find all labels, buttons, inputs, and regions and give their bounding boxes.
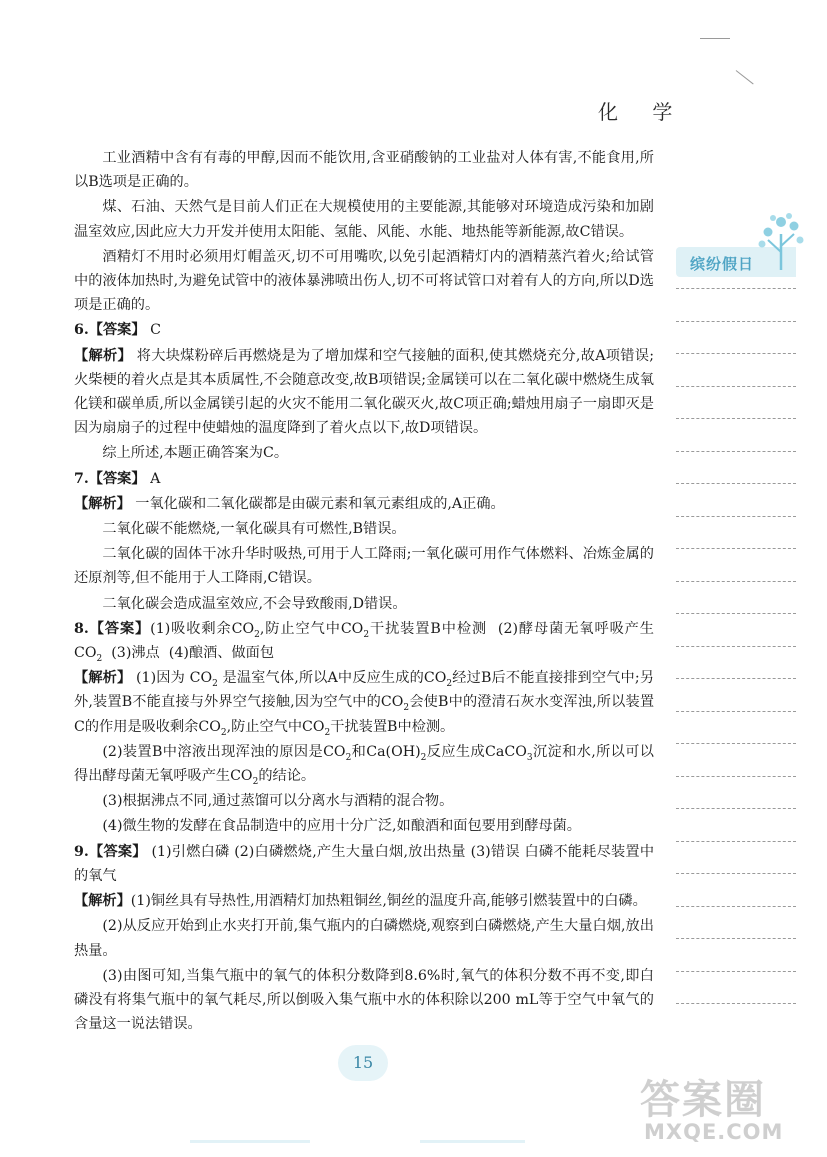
note-line [676,1003,796,1004]
note-line [676,971,796,972]
q8-analysis-label: 【解析】 [74,670,132,687]
q8-analysis: 【解析】 (1)因为 $CO_2$ 是温室气体,所以A中反应生成的$CO_2$经过B后不能直接排到空气中;另外,装置B不能直接与外界空气接触,因为空气中的$CO_2$会使B中的澄清石灰水变浑浊,所以装置C的作用是吸收剩余$CO_2$,防止空气中$CO_2$干扰装置B中检测。 [74,670,655,738]
q7-analysis [74,492,654,516]
co2-formula: $CO_2$ [302,718,331,738]
note-line [676,711,796,712]
note-line [676,906,796,907]
q6-label: 6.【答案】 [74,322,146,339]
q6-answer [74,318,654,342]
note-line [676,841,796,842]
note-line [676,418,796,419]
q8-answer-part2: ,防止空气中 [259,620,341,637]
paragraph-energy: 煤、石油、天然气是目前人们正在大规模使用的主要能源,其能够对环境造成污染和加剧温室效应,因此应大力开发并使用太阳能、氢能、风能、水能、地热能等新能源,故C错误。 [74,199,654,240]
paragraph-alcohol-lamp: 酒精灯不用时必须用灯帽盖灭,切不可用嘴吹,以免引起酒精灯内的酒精蒸汽着火;给试管中的液体加热时,为避免试管中的液体暴沸喷出伤人,切不可将试管口对着有人的方向,所以D选项是正确的。 [74,248,654,314]
answer-content [74,146,654,1037]
note-line [676,353,796,354]
q6-analysis-label: 【解析】 [74,347,132,364]
q7-option-b: 二氧化碳不能燃烧,一氧化碳具有可燃性,B错误。 [102,521,406,538]
watermark-text: 答案圈 [640,1077,766,1123]
q8-label: 8.【答案】 [74,620,151,637]
note-line [676,873,796,874]
co2-formula: $CO_2$ [231,620,260,640]
q8-answer-part3: 干扰装置B中检测 [369,620,488,637]
note-line [676,321,796,322]
co2-formula: $CO_2$ [230,768,259,787]
q9-answer [74,840,654,888]
q8-answer-part1: (1)吸收剩余 [150,620,232,637]
note-line [676,743,796,744]
holiday-badge-label: 缤纷假日 [690,255,755,273]
co2-formula: $CO_2$ [74,645,103,664]
q9-analysis-1: (1)铜丝具有导热性,用酒精灯加热粗铜丝,铜丝的温度升高,能够引燃装置中的白磷。 [130,893,647,910]
note-line [676,386,796,387]
q8-answer-part5: (3)沸点 [111,645,160,662]
q8-answer-part6: (4)酿酒、做面包 [168,645,275,662]
co2-formula: $CO_2$ [189,670,218,690]
q9-answer-value: (1)引燃白磷 (2)白磷燃烧,产生大量白烟,放出热量 (3)错误 白磷不能耗尽装置中的氧气 [74,843,655,884]
note-line [676,581,796,582]
note-line [676,613,796,614]
q9-analysis-label: 【解析】 [74,893,131,910]
q8-answer-part4: (2)酵母菌无氧呼吸产生 [497,620,654,637]
co2-formula: $CO_2$ [423,670,453,690]
note-line [676,646,796,647]
bottom-bar-left [190,1140,310,1143]
bottom-bar-right [420,1140,525,1143]
note-line [676,548,796,549]
q7-label: 7.【答案】 [74,470,146,487]
note-line [676,451,796,452]
note-line [676,776,796,777]
watermark-url: MXQE.COM [644,1120,784,1144]
q6-summary: 综上所述,本题正确答案为C。 [102,445,289,462]
note-line [676,483,796,484]
co2-formula: $CO_2$ [380,694,410,714]
q6-analysis-text: 将大块煤粉碎后再燃烧是为了增加煤和空气接触的面积,使其燃烧充分,故A项错误;火柴梗的着火点是其本质属性,不会随意改变,故B项错误;金属镁可以在二氧化碳中燃烧生成氧化镁和碳单质,所以金属镁引起的火灾不能用二氧化碳灭火,故C项正确;蜡烛用扇子一扇即灭是因为扇扇子的过程中使蜡烛的温度降到了着火点以下,故D项错误。 [74,347,654,437]
note-line [676,288,796,289]
note-lines [676,288,796,1036]
q8-analysis-4: (4)微生物的发酵在食品制造中的应用十分广泛,如酿酒和面包要用到酵母菌。 [102,818,581,835]
paragraph-industrial-alcohol: 工业酒精中含有有毒的甲醇,因而不能饮用,含亚硝酸钠的工业盐对人体有害,不能食用,所以B选项是正确的。 [74,150,654,191]
q7-answer-value: A [150,470,161,487]
co2-formula: $CO_2$ [323,743,352,763]
q9-analysis-3: (3)由图可知,当集气瓶中的氧气的体积分数降到8.6%时,氧气的体积分数不再不变,即白磷没有将集气瓶中的氧气耗尽,所以倒吸入集气瓶中水的体积除以200 mL等于空气中氧气的含量这一说法错误。 [74,967,654,1033]
q6-answer-value: C [150,322,161,339]
q7-option-c: 二氧化碳的固体干冰升华时吸热,可用于人工降雨;一氧化碳可用作气体燃料、冶炼金属的还原剂等,但不能用于人工降雨,C错误。 [74,546,654,587]
q9-analysis-2: (2)从反应开始到止水夹打开前,集气瓶内的白磷燃烧,观察到白磷燃烧,产生大量白烟,放出热量。 [74,918,654,959]
note-line [676,516,796,517]
q9-analysis [74,889,654,913]
q9-label: 9.【答案】 [74,843,147,860]
q7-option-d: 二氧化碳会造成温室效应,不会导致酸雨,D错误。 [102,595,407,612]
tree-icon [756,212,806,272]
corner-rule-diagonal [736,70,754,84]
q7-analysis-label: 【解析】 [74,495,131,512]
q8-analysis-3: (3)根据沸点不同,通过蒸馏可以分离水与酒精的混合物。 [102,793,454,810]
q6-analysis [74,344,654,441]
co2-formula: $CO_2$ [340,620,370,640]
note-line [676,678,796,679]
corner-rule-top [700,38,730,39]
watermark-logo [640,1068,810,1148]
note-line [676,938,796,939]
q8-analysis-2: (2)装置B中溶液出现浑浊的原因是$CO_2$和$Ca(OH)_2$反应生成CaCO$_3$沉淀和水,所以可以得出酵母菌无氧呼吸产生$CO_2$的结论。 [74,743,654,787]
note-line [676,808,796,809]
q7-analysis-text: 一氧化碳和二氧化碳都是由碳元素和氧元素组成的,A正确。 [135,495,505,512]
page-number: 15 [338,1045,388,1081]
q8-answer [74,617,654,665]
subject-title: 化 学 [598,100,687,124]
q7-answer [74,467,654,491]
co2-formula: $CO_2$ [198,718,227,738]
